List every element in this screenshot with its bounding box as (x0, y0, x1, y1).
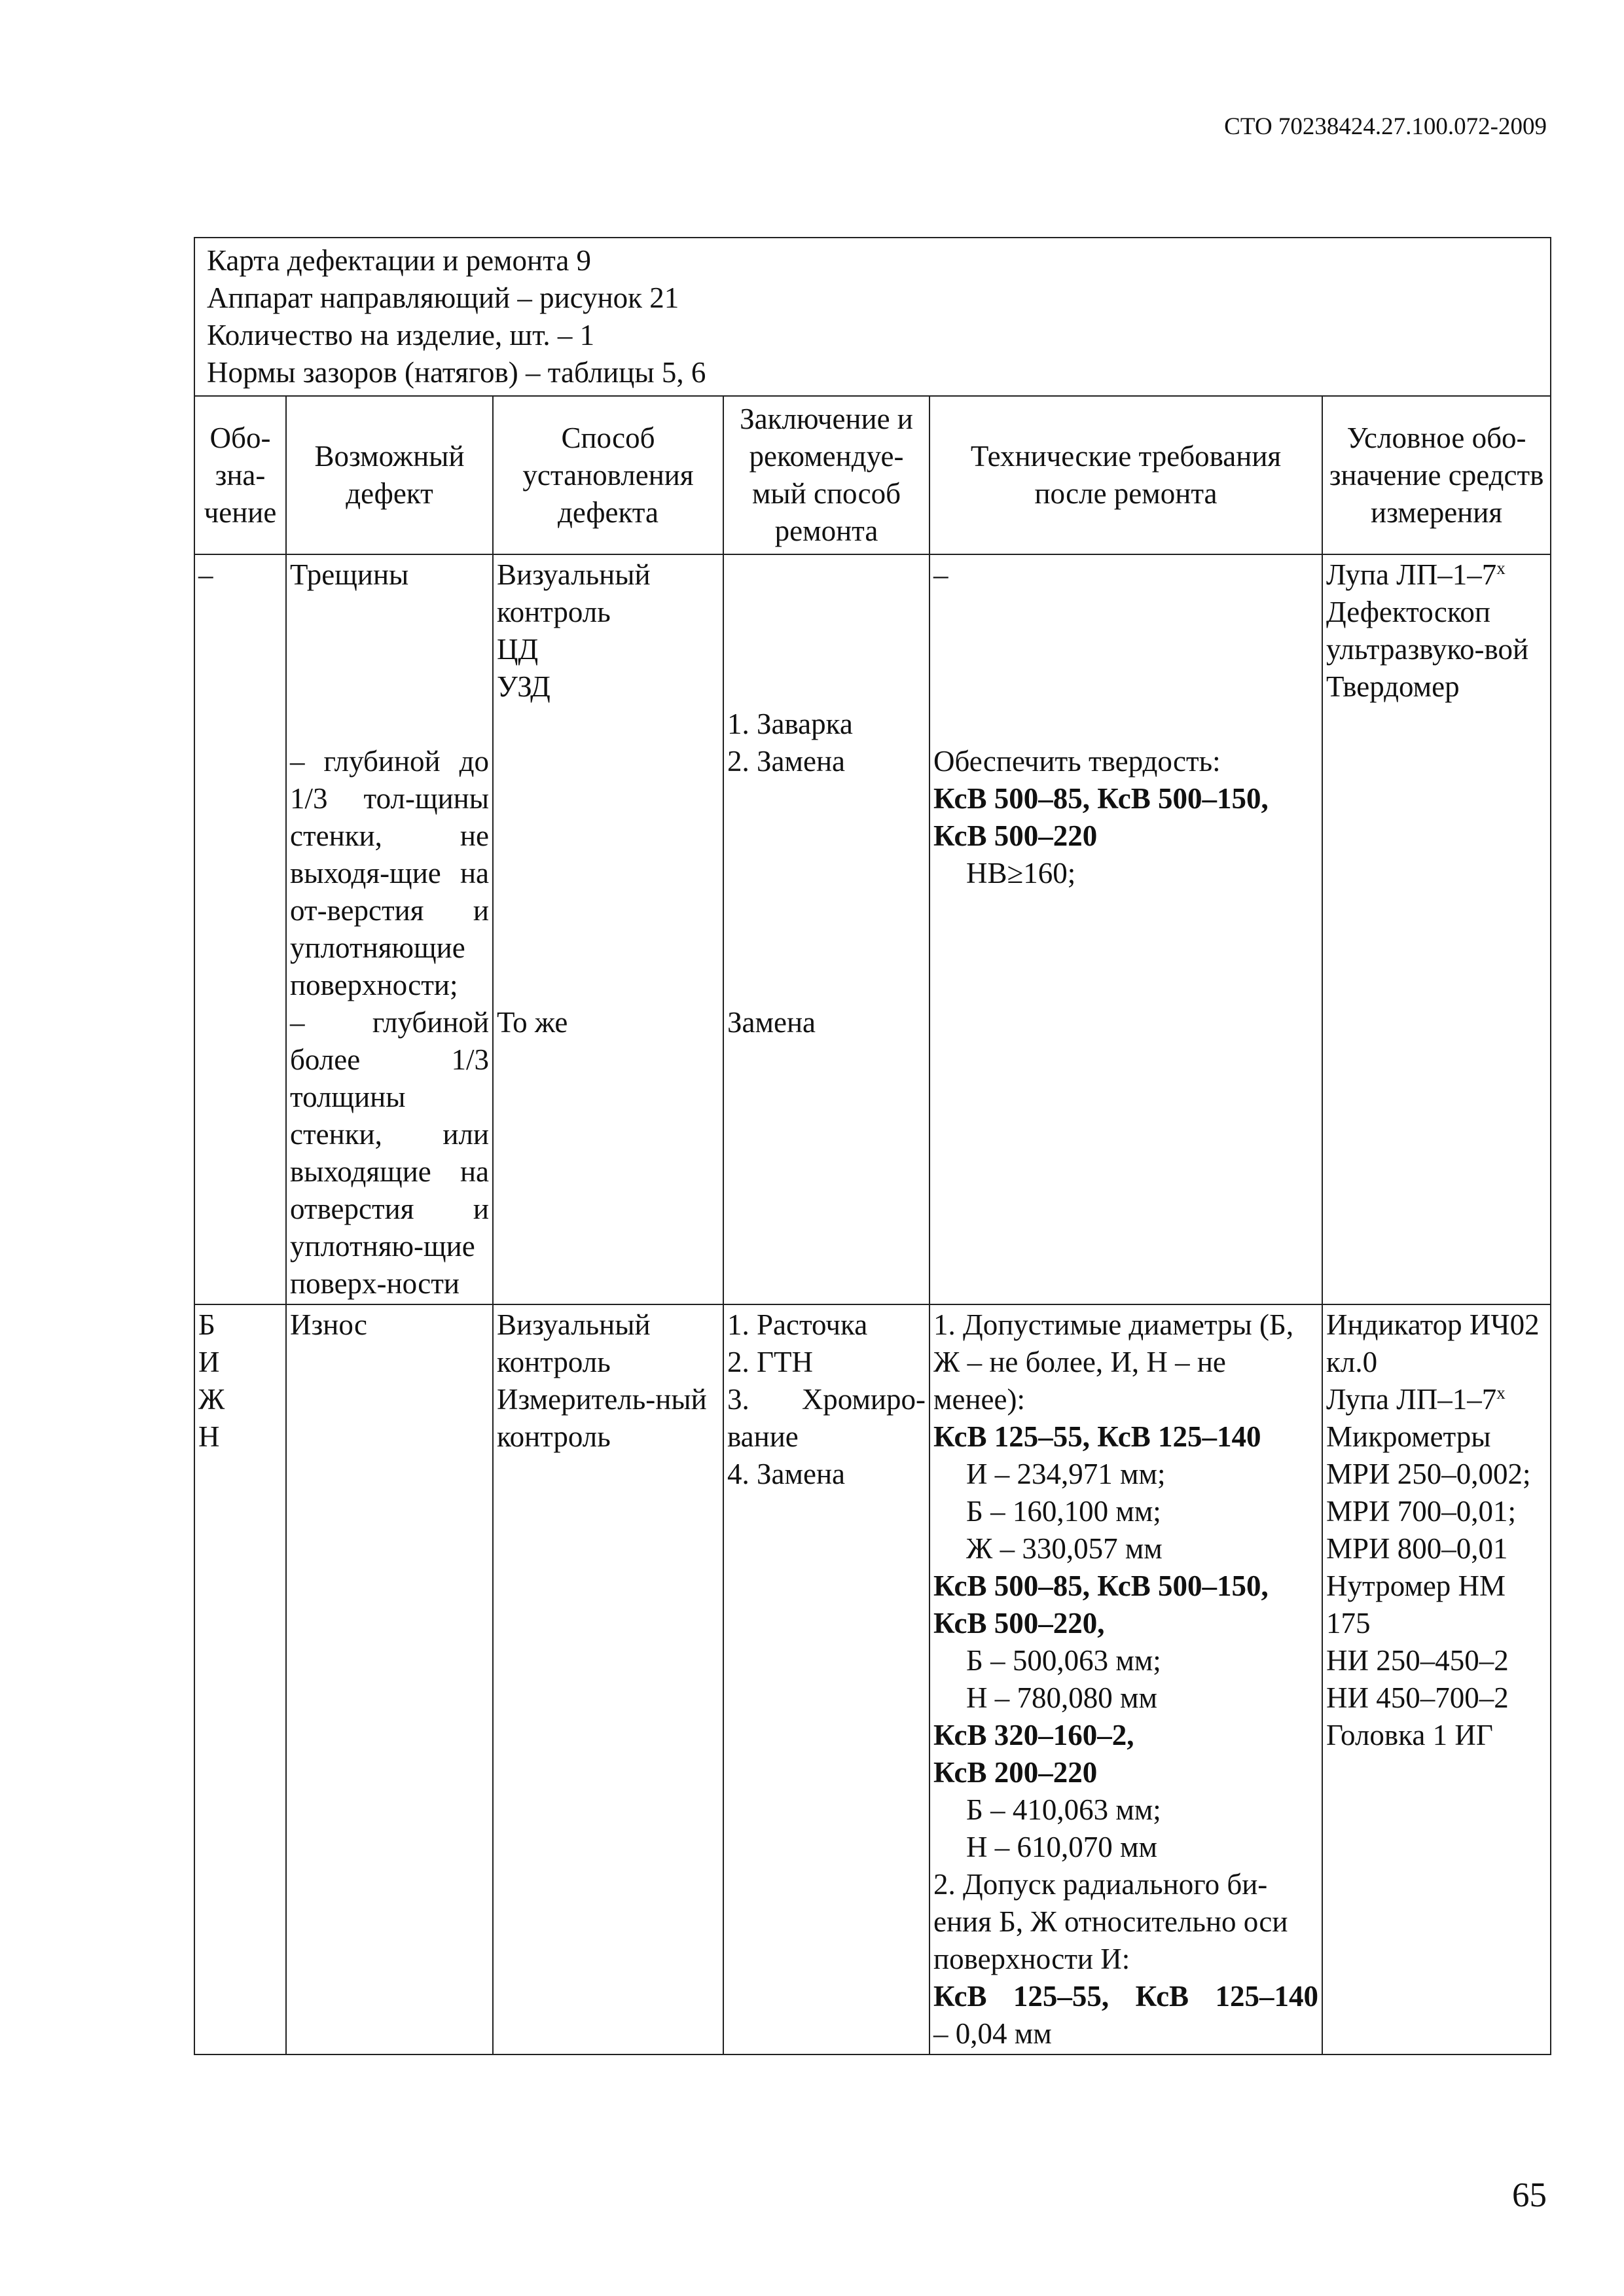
document-code: СТО 70238424.27.100.072-2009 (1224, 113, 1547, 140)
defect-repair-card-table (194, 237, 1551, 2055)
header-designation: Обо-зна-чение (194, 396, 286, 554)
designation-cell (194, 1304, 286, 2054)
table-row-wear (194, 1304, 1551, 2054)
card-title: Карта дефектации и ремонта 9 (207, 244, 592, 277)
header-method: Способ установления дефекта (493, 396, 723, 554)
method-cell (493, 554, 723, 1304)
method-uzd: УЗД (497, 670, 550, 703)
requirements-cell (929, 554, 1322, 1304)
repair-gtn: 2. ГТН (727, 1346, 814, 1378)
instrument-mri-700: МРИ 700–0,01; (1326, 1495, 1517, 1528)
instrument-ni-250: НИ 250–450–2 (1326, 1644, 1509, 1677)
repair-replace-b: Замена (727, 1006, 816, 1039)
header-conclusion: Заключение и рекомендуе-мый способ ремонта (723, 396, 929, 554)
defect-name: Трещины (290, 558, 409, 591)
instruments-cell (1322, 1304, 1551, 2054)
instrument-micrometers: Микрометры МРИ 250–0,002; (1326, 1420, 1531, 1490)
model-group-125: КсВ 125–55, КсВ 125–140 (933, 1420, 1261, 1453)
instrument-hardness-tester: Твердомер (1326, 670, 1460, 703)
quantity-per-item: Количество на изделие, шт. – 1 (207, 319, 595, 351)
clearance-norms: Нормы зазоров (натягов) – таблицы 5, 6 (207, 356, 706, 389)
diameter-n-500: Н – 780,080 мм (966, 1681, 1157, 1714)
runout-model-group: КсВ 125–55, КсВ 125–140 (933, 1980, 1318, 2013)
repair-welding: 1. Заварка (727, 708, 853, 740)
designation-cell (194, 554, 286, 1304)
surface-zh: Ж (198, 1383, 225, 1416)
diameter-tolerances-intro: 1. Допустимые диаметры (Б, Ж – не более, И, Н – не менее): (933, 1308, 1294, 1416)
defect-cell (286, 554, 493, 1304)
defect-subitem-depth-over-third: – глубиной более 1/3 толщины стенки, или выходящие на отверстия и уплотняю-щие поверх-ности (290, 1006, 489, 1300)
hardness-requirement-label: Обеспечить твердость: (933, 745, 1221, 778)
designation-dash: – (198, 558, 213, 591)
requirements-dash: – (933, 558, 948, 591)
instrument-magnifier: Лупа $ЛП-1-7^х$ (1326, 558, 1506, 591)
diameter-n-320: Н – 610,070 мм (966, 1831, 1157, 1863)
repair-chrome-plating: 3. Хромиро-вание (727, 1383, 926, 1453)
page-number: 65 (1512, 2176, 1547, 2214)
method-visual: Визуальный контроль (497, 1308, 651, 1378)
defect-name: Износ (290, 1308, 367, 1341)
column-header-row (194, 396, 1551, 554)
defect-subitem-depth-to-third: – глубиной до 1/3 тол-щины стенки, не выходя-щие на от-верстия и уплотняющие поверхности; (290, 745, 489, 1001)
repair-cell (723, 554, 929, 1304)
header-instruments: Условное обо-значение средств измерения (1322, 396, 1551, 554)
hardness-value: НВ≥160; (966, 857, 1076, 889)
instruments-cell (1322, 554, 1551, 1304)
card-meta-cell (194, 238, 1551, 396)
diameter-b-320: Б – 410,063 мм; (966, 1793, 1161, 1826)
method-cell (493, 1304, 723, 2054)
diameter-b-500: Б – 500,063 мм; (966, 1644, 1161, 1677)
card-meta-row (194, 238, 1551, 396)
instrument-magnifier: Лупа $ЛП-1-7^х$ (1326, 1383, 1506, 1416)
table-row-cracks (194, 554, 1551, 1304)
repair-cell (723, 1304, 929, 2054)
instrument-indicator: Индикатор ИЧ02 кл.0 (1326, 1308, 1540, 1378)
diameter-zh: Ж – 330,057 мм (966, 1532, 1163, 1565)
model-group-500: КсВ 500–85, КсВ 500–150, КсВ 500–220, (933, 1570, 1269, 1640)
pump-models: КсВ 500–85, КсВ 500–150, КсВ 500–220 (933, 782, 1269, 852)
apparatus-reference: Аппарат направляющий – рисунок 21 (207, 281, 679, 314)
repair-replace: 2. Замена (727, 745, 846, 778)
model-group-320: КсВ 320–160–2, (933, 1719, 1134, 1751)
surface-b: Б (198, 1308, 215, 1341)
instrument-head: Головка 1 ИГ (1326, 1719, 1493, 1751)
repair-boring: 1. Расточка (727, 1308, 868, 1341)
diameter-i: И – 234,971 мм; (966, 1458, 1166, 1490)
instrument-bore-gauge: Нутромер НМ 175 (1326, 1570, 1506, 1640)
header-requirements: Технические требования после ремонта (929, 396, 1322, 554)
header-defect: Возможный дефект (286, 396, 493, 554)
instrument-ni-450: НИ 450–700–2 (1326, 1681, 1509, 1714)
method-cd: ЦД (497, 633, 539, 666)
runout-value: – 0,04 мм (933, 2017, 1052, 2050)
diameter-b: Б – 160,100 мм; (966, 1495, 1161, 1528)
requirements-cell (929, 1304, 1322, 2054)
method-measurement: Измеритель-ный контроль (497, 1383, 707, 1453)
instrument-mri-800: МРИ 800–0,01 (1326, 1532, 1508, 1565)
repair-replace: 4. Замена (727, 1458, 846, 1490)
surface-i: И (198, 1346, 220, 1378)
defect-cell (286, 1304, 493, 2054)
model-group-200: КсВ 200–220 (933, 1756, 1098, 1789)
radial-runout-intro: 2. Допуск радиального би-ения Б, Ж относительно оси поверхности И: (933, 1868, 1288, 1975)
method-visual: Визуальный контроль (497, 558, 651, 628)
surface-n: Н (198, 1420, 220, 1453)
instrument-ultrasonic-flaw-detector: Дефектоскоп ультразвуко-вой (1326, 596, 1529, 666)
method-same: То же (497, 1006, 568, 1039)
